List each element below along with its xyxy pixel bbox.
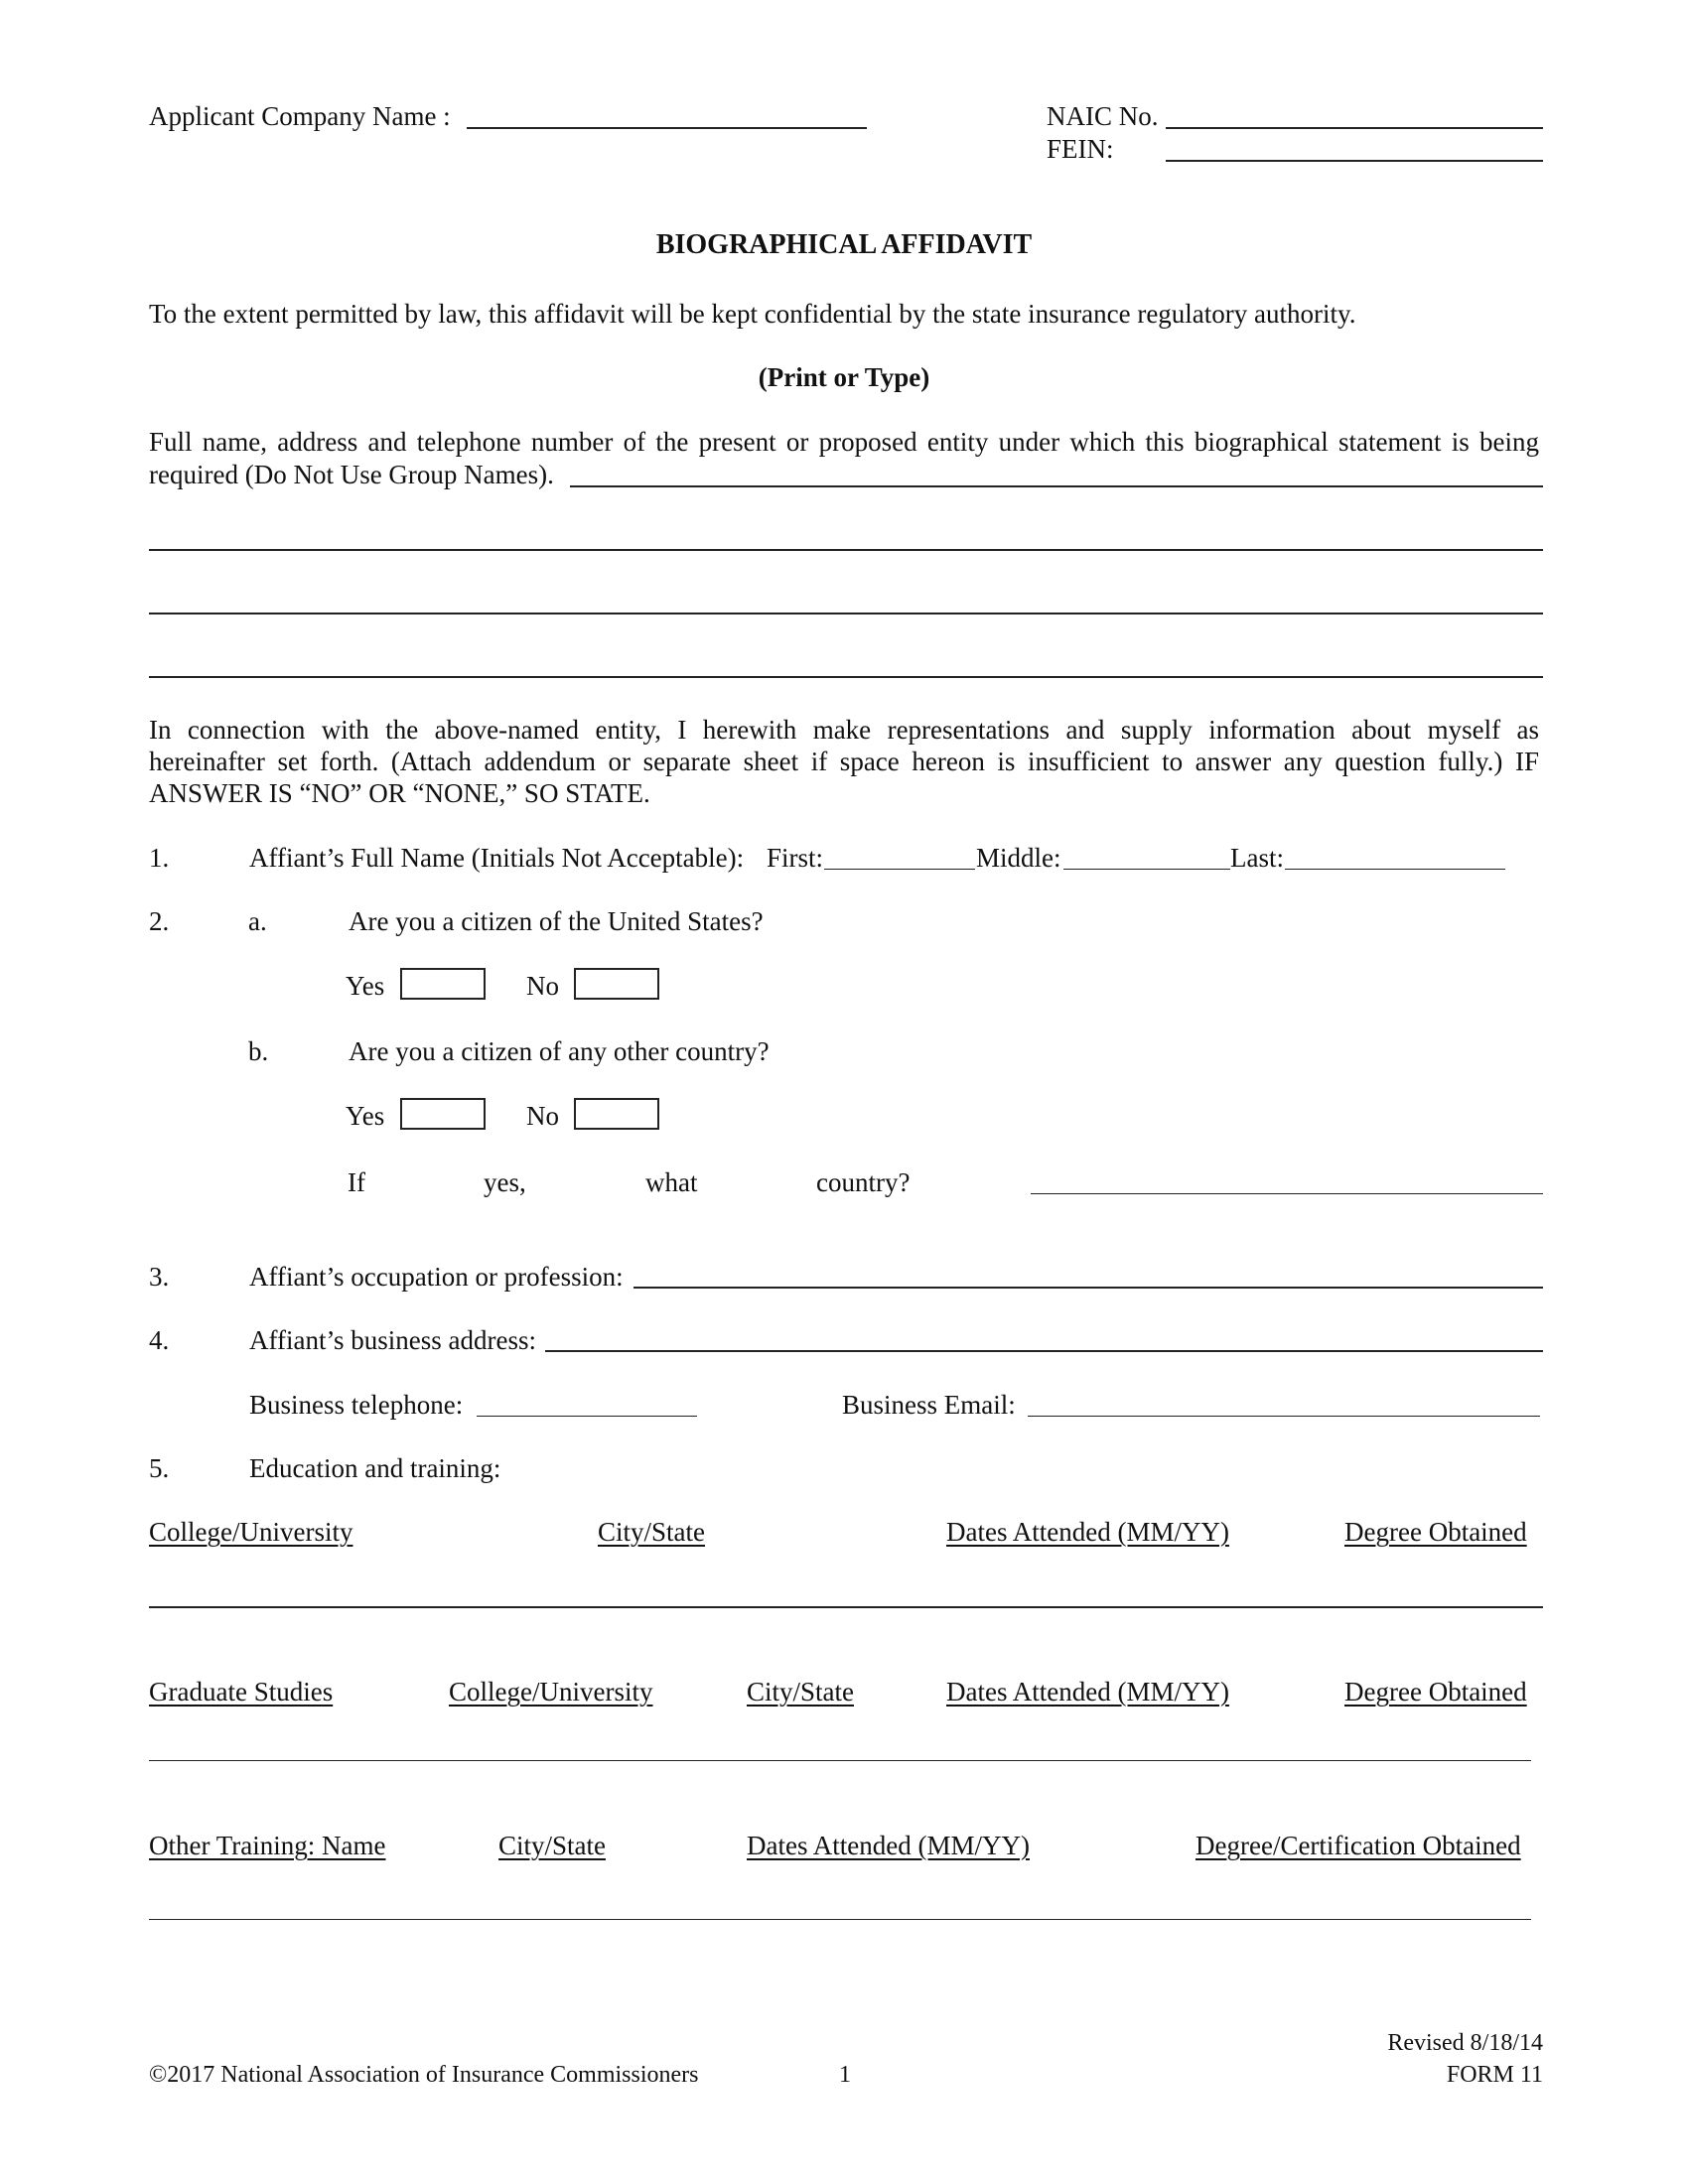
fein-field[interactable]	[1166, 160, 1543, 162]
q1-middle-label: Middle:	[976, 843, 1061, 873]
q2-number: 2.	[149, 906, 170, 936]
revised-date: Revised 8/18/14	[1387, 2030, 1543, 2056]
entity-intro-line-1: Full name, address and telephone number of the present or proposed entity under which this biographical statement is being	[149, 427, 1539, 457]
if-yes-word-1: If	[348, 1167, 365, 1197]
other-header-name: Other Training: Name	[149, 1831, 386, 1860]
q2b-no-label: No	[526, 1101, 559, 1131]
first-name-field[interactable]	[824, 869, 975, 870]
college-header-city: City/State	[598, 1517, 705, 1547]
business-phone-field[interactable]	[477, 1416, 697, 1417]
entity-field-line-3[interactable]	[149, 613, 1543, 614]
entity-intro-line-2: required (Do Not Use Group Names).	[149, 460, 554, 489]
q1-label: Affiant’s Full Name (Initials Not Acceptable):	[249, 843, 745, 873]
entity-field-line-2[interactable]	[149, 549, 1543, 551]
applicant-company-label: Applicant Company Name :	[149, 101, 451, 131]
graduate-header-dates: Dates Attended (MM/YY)	[946, 1677, 1229, 1706]
college-header-degree: Degree Obtained	[1344, 1517, 1527, 1547]
page-number: 1	[839, 2062, 851, 2088]
q3-label: Affiant’s occupation or profession:	[249, 1262, 624, 1292]
other-training-entry-field[interactable]	[149, 1919, 1531, 1920]
connection-line-3: ANSWER IS “NO” OR “NONE,” SO STATE.	[149, 778, 650, 808]
form-id: FORM 11	[1446, 2062, 1543, 2088]
last-name-field[interactable]	[1285, 869, 1505, 870]
q2a-no-label: No	[526, 971, 559, 1001]
if-yes-word-4: country?	[816, 1167, 911, 1197]
business-phone-label: Business telephone:	[249, 1390, 464, 1420]
graduate-entry-field[interactable]	[149, 1760, 1531, 1761]
q2a-letter: a.	[248, 906, 267, 936]
business-address-field[interactable]	[545, 1350, 1543, 1352]
middle-name-field[interactable]	[1063, 869, 1230, 870]
print-or-type-note: (Print or Type)	[758, 362, 930, 392]
other-country-field[interactable]	[1031, 1193, 1543, 1194]
applicant-company-field[interactable]	[467, 127, 867, 129]
naic-label: NAIC No.	[1047, 101, 1159, 131]
graduate-header-college: College/University	[449, 1677, 653, 1706]
q1-last-label: Last:	[1230, 843, 1284, 873]
copyright: ©2017 National Association of Insurance Commissioners	[149, 2062, 699, 2088]
q2a-yes-checkbox[interactable]	[400, 968, 486, 1000]
if-yes-word-2: yes,	[484, 1167, 526, 1197]
q2a-yes-label: Yes	[346, 971, 385, 1001]
if-yes-word-3: what	[645, 1167, 698, 1197]
fein-label: FEIN:	[1047, 134, 1114, 164]
graduate-header-city: City/State	[747, 1677, 854, 1706]
connection-line-1: In connection with the above-named entity, I herewith make representations and supply information about myself as	[149, 715, 1539, 745]
graduate-header-studies: Graduate Studies	[149, 1677, 334, 1706]
college-entry-field[interactable]	[149, 1606, 1543, 1608]
q2b-letter: b.	[248, 1036, 269, 1066]
college-header-dates: Dates Attended (MM/YY)	[946, 1517, 1229, 1547]
confidential-note: To the extent permitted by law, this affidavit will be kept confidential by the state insurance regulatory authority.	[149, 299, 1356, 329]
q3-number: 3.	[149, 1262, 170, 1292]
other-header-dates: Dates Attended (MM/YY)	[747, 1831, 1030, 1860]
q2b-question: Are you a citizen of any other country?	[349, 1036, 770, 1066]
occupation-field[interactable]	[633, 1287, 1543, 1289]
q2b-yes-label: Yes	[346, 1101, 385, 1131]
naic-field[interactable]	[1166, 127, 1543, 129]
q5-label: Education and training:	[249, 1453, 501, 1483]
q4-label: Affiant’s business address:	[249, 1325, 536, 1355]
entity-field-line-1[interactable]	[570, 485, 1543, 487]
q2a-no-checkbox[interactable]	[574, 968, 659, 1000]
q5-number: 5.	[149, 1453, 170, 1483]
other-header-degree: Degree/Certification Obtained	[1196, 1831, 1521, 1860]
q2b-no-checkbox[interactable]	[574, 1098, 659, 1130]
college-header-college: College/University	[149, 1517, 353, 1547]
graduate-header-degree: Degree Obtained	[1344, 1677, 1527, 1706]
business-email-label: Business Email:	[842, 1390, 1016, 1420]
q2b-yes-checkbox[interactable]	[400, 1098, 486, 1130]
q1-first-label: First:	[767, 843, 824, 873]
entity-field-line-4[interactable]	[149, 676, 1543, 678]
connection-line-2: hereinafter set forth. (Attach addendum or separate sheet if space hereon is insufficient to answer any question fully.) IF	[149, 747, 1539, 776]
q4-number: 4.	[149, 1325, 170, 1355]
q2a-question: Are you a citizen of the United States?	[349, 906, 764, 936]
q1-number: 1.	[149, 843, 170, 873]
page-title: BIOGRAPHICAL AFFIDAVIT	[655, 229, 1033, 260]
business-email-field[interactable]	[1028, 1416, 1540, 1417]
other-header-city: City/State	[498, 1831, 606, 1860]
